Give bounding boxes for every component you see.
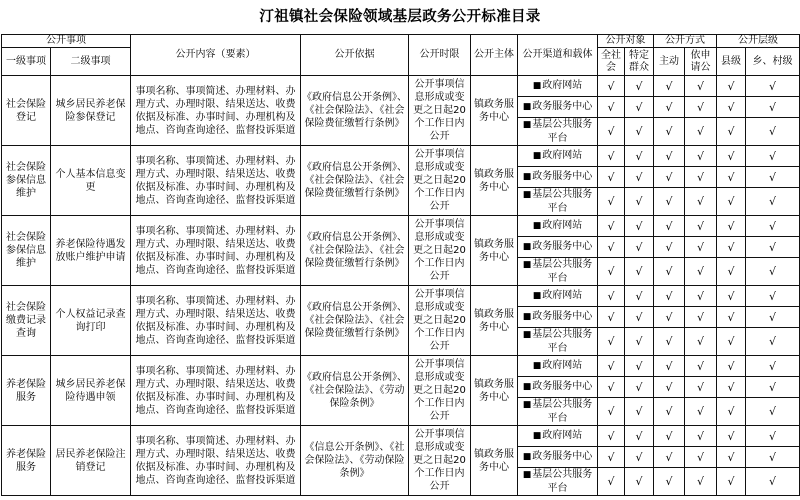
- cell-channel: [518, 468, 598, 496]
- check-mark-icon: √: [654, 76, 685, 97]
- check-mark-icon: √: [625, 146, 654, 167]
- table-row: [2, 426, 800, 447]
- check-mark-icon: √: [717, 76, 746, 97]
- check-mark-icon: √: [685, 146, 717, 167]
- check-mark-icon: √: [685, 398, 717, 426]
- check-mark-icon: √: [746, 328, 800, 356]
- check-mark-icon: √: [685, 377, 717, 398]
- check-mark-icon: √: [598, 328, 625, 356]
- header-method-active: 主动: [654, 48, 685, 76]
- cell-content: 事项名称、事项简述、办理材料、办理方式、办理时限、结果送达、收费依据及标准、办事时间、办理机构及地点、咨询查询途径、监督投诉渠道: [131, 76, 301, 146]
- cell-channel: [518, 146, 598, 167]
- cell-channel: [518, 286, 598, 307]
- check-mark-icon: √: [654, 258, 685, 286]
- channel-label: 基层公共服务平台: [532, 329, 593, 354]
- table-row: [2, 216, 800, 237]
- check-mark-icon: √: [654, 146, 685, 167]
- channel-label: 基层公共服务平台: [532, 469, 593, 494]
- cell-level2: 养老保险待遇发放账户维护申请: [51, 216, 131, 286]
- check-mark-icon: √: [685, 307, 717, 328]
- check-mark-icon: √: [685, 328, 717, 356]
- check-mark-icon: √: [625, 76, 654, 97]
- header-row-1: [2, 35, 800, 48]
- cell-level1: 社会保险参保信息维护: [2, 146, 51, 216]
- cell-channel: [518, 167, 598, 188]
- cell-channel: [518, 356, 598, 377]
- cell-content: 事项名称、事项简述、办理材料、办理方式、办理时限、结果送达、收费依据及标准、办事时间、办理机构及地点、咨询查询途径、监督投诉渠道: [131, 426, 301, 496]
- check-mark-icon: √: [625, 118, 654, 146]
- check-mark-icon: √: [685, 356, 717, 377]
- channel-label: 政府网站: [542, 360, 583, 371]
- header-level-town: 乡、村级: [746, 48, 800, 76]
- check-mark-icon: √: [685, 216, 717, 237]
- cell-level1: 社会保险缴费记录查询: [2, 286, 51, 356]
- cell-channel: [518, 216, 598, 237]
- square-bullet-icon: ■: [522, 382, 532, 392]
- check-mark-icon: √: [598, 146, 625, 167]
- check-mark-icon: √: [598, 167, 625, 188]
- check-mark-icon: √: [598, 447, 625, 468]
- check-mark-icon: √: [654, 237, 685, 258]
- check-mark-icon: √: [685, 237, 717, 258]
- channel-label: 基层公共服务平台: [532, 189, 593, 214]
- header-channel: 公开渠道和载体: [518, 35, 598, 76]
- check-mark-icon: √: [598, 97, 625, 118]
- check-mark-icon: √: [717, 286, 746, 307]
- header-method-request: 依申请公: [685, 48, 717, 76]
- channel-label: 政务服务中心: [532, 241, 593, 252]
- cell-content: 事项名称、事项简述、办理材料、办理方式、办理时限、结果送达、收费依据及标准、办事时间、办理机构及地点、咨询查询途径、监督投诉渠道: [131, 356, 301, 426]
- check-mark-icon: √: [685, 426, 717, 447]
- table-body: [2, 35, 800, 496]
- check-mark-icon: √: [654, 216, 685, 237]
- cell-basis: 《政府信息公开条例》、《社会保险法》、《社会保险费征缴暂行条例》: [301, 286, 409, 356]
- check-mark-icon: √: [685, 447, 717, 468]
- square-bullet-icon: ■: [522, 120, 532, 130]
- check-mark-icon: √: [598, 426, 625, 447]
- header-target-specific: 特定群众: [625, 48, 654, 76]
- check-mark-icon: √: [746, 216, 800, 237]
- cell-basis: 《政府信息公开条例》、《社会保险法》、《社会保险费征缴暂行条例》: [301, 76, 409, 146]
- cell-time-limit: 公开事项信息形成或变更之日起20个工作日内公开: [409, 286, 471, 356]
- square-bullet-icon: ■: [522, 330, 532, 340]
- cell-basis: 《信息公开条例》、《社会保险法》、《劳动保险条例》: [301, 426, 409, 496]
- check-mark-icon: √: [685, 286, 717, 307]
- check-mark-icon: √: [654, 398, 685, 426]
- channel-label: 政务服务中心: [532, 171, 593, 182]
- check-mark-icon: √: [746, 188, 800, 216]
- check-mark-icon: √: [717, 258, 746, 286]
- check-mark-icon: √: [625, 216, 654, 237]
- check-mark-icon: √: [717, 188, 746, 216]
- check-mark-icon: √: [625, 97, 654, 118]
- check-mark-icon: √: [746, 118, 800, 146]
- check-mark-icon: √: [717, 328, 746, 356]
- header-matter: 公开事项: [2, 35, 131, 48]
- check-mark-icon: √: [717, 216, 746, 237]
- check-mark-icon: √: [654, 468, 685, 496]
- cell-basis: 《政府信息公开条例》、《社会保险法》、《社会保险费征缴暂行条例》: [301, 216, 409, 286]
- check-mark-icon: √: [598, 307, 625, 328]
- check-mark-icon: √: [625, 237, 654, 258]
- cell-content: 事项名称、事项简述、办理材料、办理方式、办理时限、结果送达、收费依据及标准、办事时间、办理机构及地点、咨询查询途径、监督投诉渠道: [131, 286, 301, 356]
- header-level2: 二级事项: [51, 48, 131, 76]
- check-mark-icon: √: [654, 188, 685, 216]
- check-mark-icon: √: [717, 97, 746, 118]
- check-mark-icon: √: [717, 377, 746, 398]
- square-bullet-icon: ■: [522, 172, 532, 182]
- cell-level2: 个人权益记录查询打印: [51, 286, 131, 356]
- cell-time-limit: 公开事项信息形成或变更之日起20个工作日内公开: [409, 216, 471, 286]
- channel-label: 基层公共服务平台: [532, 259, 593, 284]
- check-mark-icon: √: [625, 188, 654, 216]
- check-mark-icon: √: [746, 76, 800, 97]
- check-mark-icon: √: [598, 377, 625, 398]
- square-bullet-icon: ■: [532, 431, 542, 441]
- cell-level2: 城乡居民养老保险参保登记: [51, 76, 131, 146]
- cell-time-limit: 公开事项信息形成或变更之日起20个工作日内公开: [409, 426, 471, 496]
- check-mark-icon: √: [717, 118, 746, 146]
- header-level: 公开层级: [717, 35, 800, 48]
- cell-level1: 社会保险登记: [2, 76, 51, 146]
- check-mark-icon: √: [717, 237, 746, 258]
- check-mark-icon: √: [685, 167, 717, 188]
- cell-level1: 社会保险参保信息维护: [2, 216, 51, 286]
- check-mark-icon: √: [717, 356, 746, 377]
- square-bullet-icon: ■: [522, 312, 532, 322]
- square-bullet-icon: ■: [532, 361, 542, 371]
- check-mark-icon: √: [746, 468, 800, 496]
- square-bullet-icon: ■: [532, 221, 542, 231]
- table-row: [2, 76, 800, 97]
- check-mark-icon: √: [625, 426, 654, 447]
- channel-label: 政务服务中心: [532, 101, 593, 112]
- cell-channel: [518, 398, 598, 426]
- cell-channel: [518, 328, 598, 356]
- channel-label: 政府网站: [542, 80, 583, 91]
- cell-channel: [518, 237, 598, 258]
- check-mark-icon: √: [625, 328, 654, 356]
- check-mark-icon: √: [746, 167, 800, 188]
- cell-channel: [518, 426, 598, 447]
- cell-level1: 养老保险服务: [2, 426, 51, 496]
- square-bullet-icon: ■: [522, 260, 532, 270]
- table-row: [2, 146, 800, 167]
- cell-subject: 镇政务服务中心: [471, 286, 518, 356]
- cell-subject: 镇政务服务中心: [471, 146, 518, 216]
- check-mark-icon: √: [598, 398, 625, 426]
- cell-basis: 《政府信息公开条例》、《社会保险法》、《劳动保险条例》: [301, 356, 409, 426]
- check-mark-icon: √: [685, 118, 717, 146]
- square-bullet-icon: ■: [522, 470, 532, 480]
- cell-level2: 城乡居民养老保险待遇申领: [51, 356, 131, 426]
- check-mark-icon: √: [685, 258, 717, 286]
- channel-label: 政府网站: [542, 290, 583, 301]
- cell-channel: [518, 118, 598, 146]
- check-mark-icon: √: [654, 426, 685, 447]
- check-mark-icon: √: [717, 307, 746, 328]
- check-mark-icon: √: [654, 356, 685, 377]
- header-content: 公开内容（要素）: [131, 35, 301, 76]
- header-level1: 一级事项: [2, 48, 51, 76]
- check-mark-icon: √: [746, 286, 800, 307]
- channel-label: 政府网站: [542, 220, 583, 231]
- channel-label: 政务服务中心: [532, 381, 593, 392]
- check-mark-icon: √: [654, 447, 685, 468]
- channel-label: 政务服务中心: [532, 451, 593, 462]
- check-mark-icon: √: [625, 468, 654, 496]
- header-method: 公开方式: [654, 35, 717, 48]
- header-subject: 公开主体: [471, 35, 518, 76]
- check-mark-icon: √: [746, 237, 800, 258]
- check-mark-icon: √: [685, 97, 717, 118]
- check-mark-icon: √: [654, 328, 685, 356]
- square-bullet-icon: ■: [522, 190, 532, 200]
- check-mark-icon: √: [625, 356, 654, 377]
- square-bullet-icon: ■: [532, 291, 542, 301]
- channel-label: 政府网站: [542, 150, 583, 161]
- check-mark-icon: √: [654, 167, 685, 188]
- square-bullet-icon: ■: [522, 452, 532, 462]
- header-basis: 公开依据: [301, 35, 409, 76]
- square-bullet-icon: ■: [522, 400, 532, 410]
- check-mark-icon: √: [746, 356, 800, 377]
- check-mark-icon: √: [625, 286, 654, 307]
- cell-subject: 镇政务服务中心: [471, 356, 518, 426]
- cell-subject: 镇政务服务中心: [471, 216, 518, 286]
- channel-label: 政府网站: [542, 430, 583, 441]
- cell-channel: [518, 76, 598, 97]
- cell-time-limit: 公开事项信息形成或变更之日起20个工作日内公开: [409, 146, 471, 216]
- cell-level1: 养老保险服务: [2, 356, 51, 426]
- header-target: 公开对象: [598, 35, 654, 48]
- check-mark-icon: √: [598, 468, 625, 496]
- check-mark-icon: √: [625, 167, 654, 188]
- square-bullet-icon: ■: [532, 81, 542, 91]
- check-mark-icon: √: [598, 237, 625, 258]
- check-mark-icon: √: [625, 447, 654, 468]
- cell-time-limit: 公开事项信息形成或变更之日起20个工作日内公开: [409, 356, 471, 426]
- check-mark-icon: √: [746, 258, 800, 286]
- channel-label: 基层公共服务平台: [532, 399, 593, 424]
- table-row: [2, 356, 800, 377]
- cell-subject: 镇政务服务中心: [471, 76, 518, 146]
- check-mark-icon: √: [598, 188, 625, 216]
- page-title: 汀祖镇社会保险领域基层政务公开标准目录: [259, 9, 541, 25]
- check-mark-icon: √: [746, 426, 800, 447]
- cell-channel: [518, 258, 598, 286]
- table-row: [2, 286, 800, 307]
- check-mark-icon: √: [685, 188, 717, 216]
- check-mark-icon: √: [598, 286, 625, 307]
- cell-level2: 居民养老保险注销登记: [51, 426, 131, 496]
- check-mark-icon: √: [598, 258, 625, 286]
- check-mark-icon: √: [685, 76, 717, 97]
- check-mark-icon: √: [746, 307, 800, 328]
- check-mark-icon: √: [717, 398, 746, 426]
- check-mark-icon: √: [746, 146, 800, 167]
- header-target-all: 全社会: [598, 48, 625, 76]
- check-mark-icon: √: [625, 258, 654, 286]
- cell-channel: [518, 307, 598, 328]
- header-level-county: 县级: [717, 48, 746, 76]
- check-mark-icon: √: [598, 118, 625, 146]
- check-mark-icon: √: [598, 76, 625, 97]
- cell-channel: [518, 377, 598, 398]
- cell-basis: 《政府信息公开条例》、《社会保险法》、《社会保险费征缴暂行条例》: [301, 146, 409, 216]
- check-mark-icon: √: [598, 216, 625, 237]
- check-mark-icon: √: [685, 468, 717, 496]
- square-bullet-icon: ■: [532, 151, 542, 161]
- check-mark-icon: √: [654, 97, 685, 118]
- check-mark-icon: √: [717, 468, 746, 496]
- cell-level2: 个人基本信息变更: [51, 146, 131, 216]
- cell-channel: [518, 97, 598, 118]
- cell-content: 事项名称、事项简述、办理材料、办理方式、办理时限、结果送达、收费依据及标准、办事时间、办理机构及地点、咨询查询途径、监督投诉渠道: [131, 146, 301, 216]
- cell-channel: [518, 188, 598, 216]
- cell-subject: 镇政务服务中心: [471, 426, 518, 496]
- check-mark-icon: √: [625, 377, 654, 398]
- check-mark-icon: √: [717, 167, 746, 188]
- check-mark-icon: √: [746, 97, 800, 118]
- check-mark-icon: √: [654, 286, 685, 307]
- check-mark-icon: √: [625, 307, 654, 328]
- cell-content: 事项名称、事项简述、办理材料、办理方式、办理时限、结果送达、收费依据及标准、办事时间、办理机构及地点、咨询查询途径、监督投诉渠道: [131, 216, 301, 286]
- check-mark-icon: √: [746, 377, 800, 398]
- check-mark-icon: √: [625, 398, 654, 426]
- square-bullet-icon: ■: [522, 102, 532, 112]
- check-mark-icon: √: [654, 377, 685, 398]
- check-mark-icon: √: [746, 398, 800, 426]
- header-time-limit: 公开时限: [409, 35, 471, 76]
- check-mark-icon: √: [717, 447, 746, 468]
- cell-channel: [518, 447, 598, 468]
- check-mark-icon: √: [717, 426, 746, 447]
- cell-time-limit: 公开事项信息形成或变更之日起20个工作日内公开: [409, 76, 471, 146]
- catalog-table: [1, 34, 800, 496]
- channel-label: 政务服务中心: [532, 311, 593, 322]
- check-mark-icon: √: [598, 356, 625, 377]
- square-bullet-icon: ■: [522, 242, 532, 252]
- check-mark-icon: √: [746, 447, 800, 468]
- channel-label: 基层公共服务平台: [532, 119, 593, 144]
- check-mark-icon: √: [654, 307, 685, 328]
- check-mark-icon: √: [717, 146, 746, 167]
- check-mark-icon: √: [654, 118, 685, 146]
